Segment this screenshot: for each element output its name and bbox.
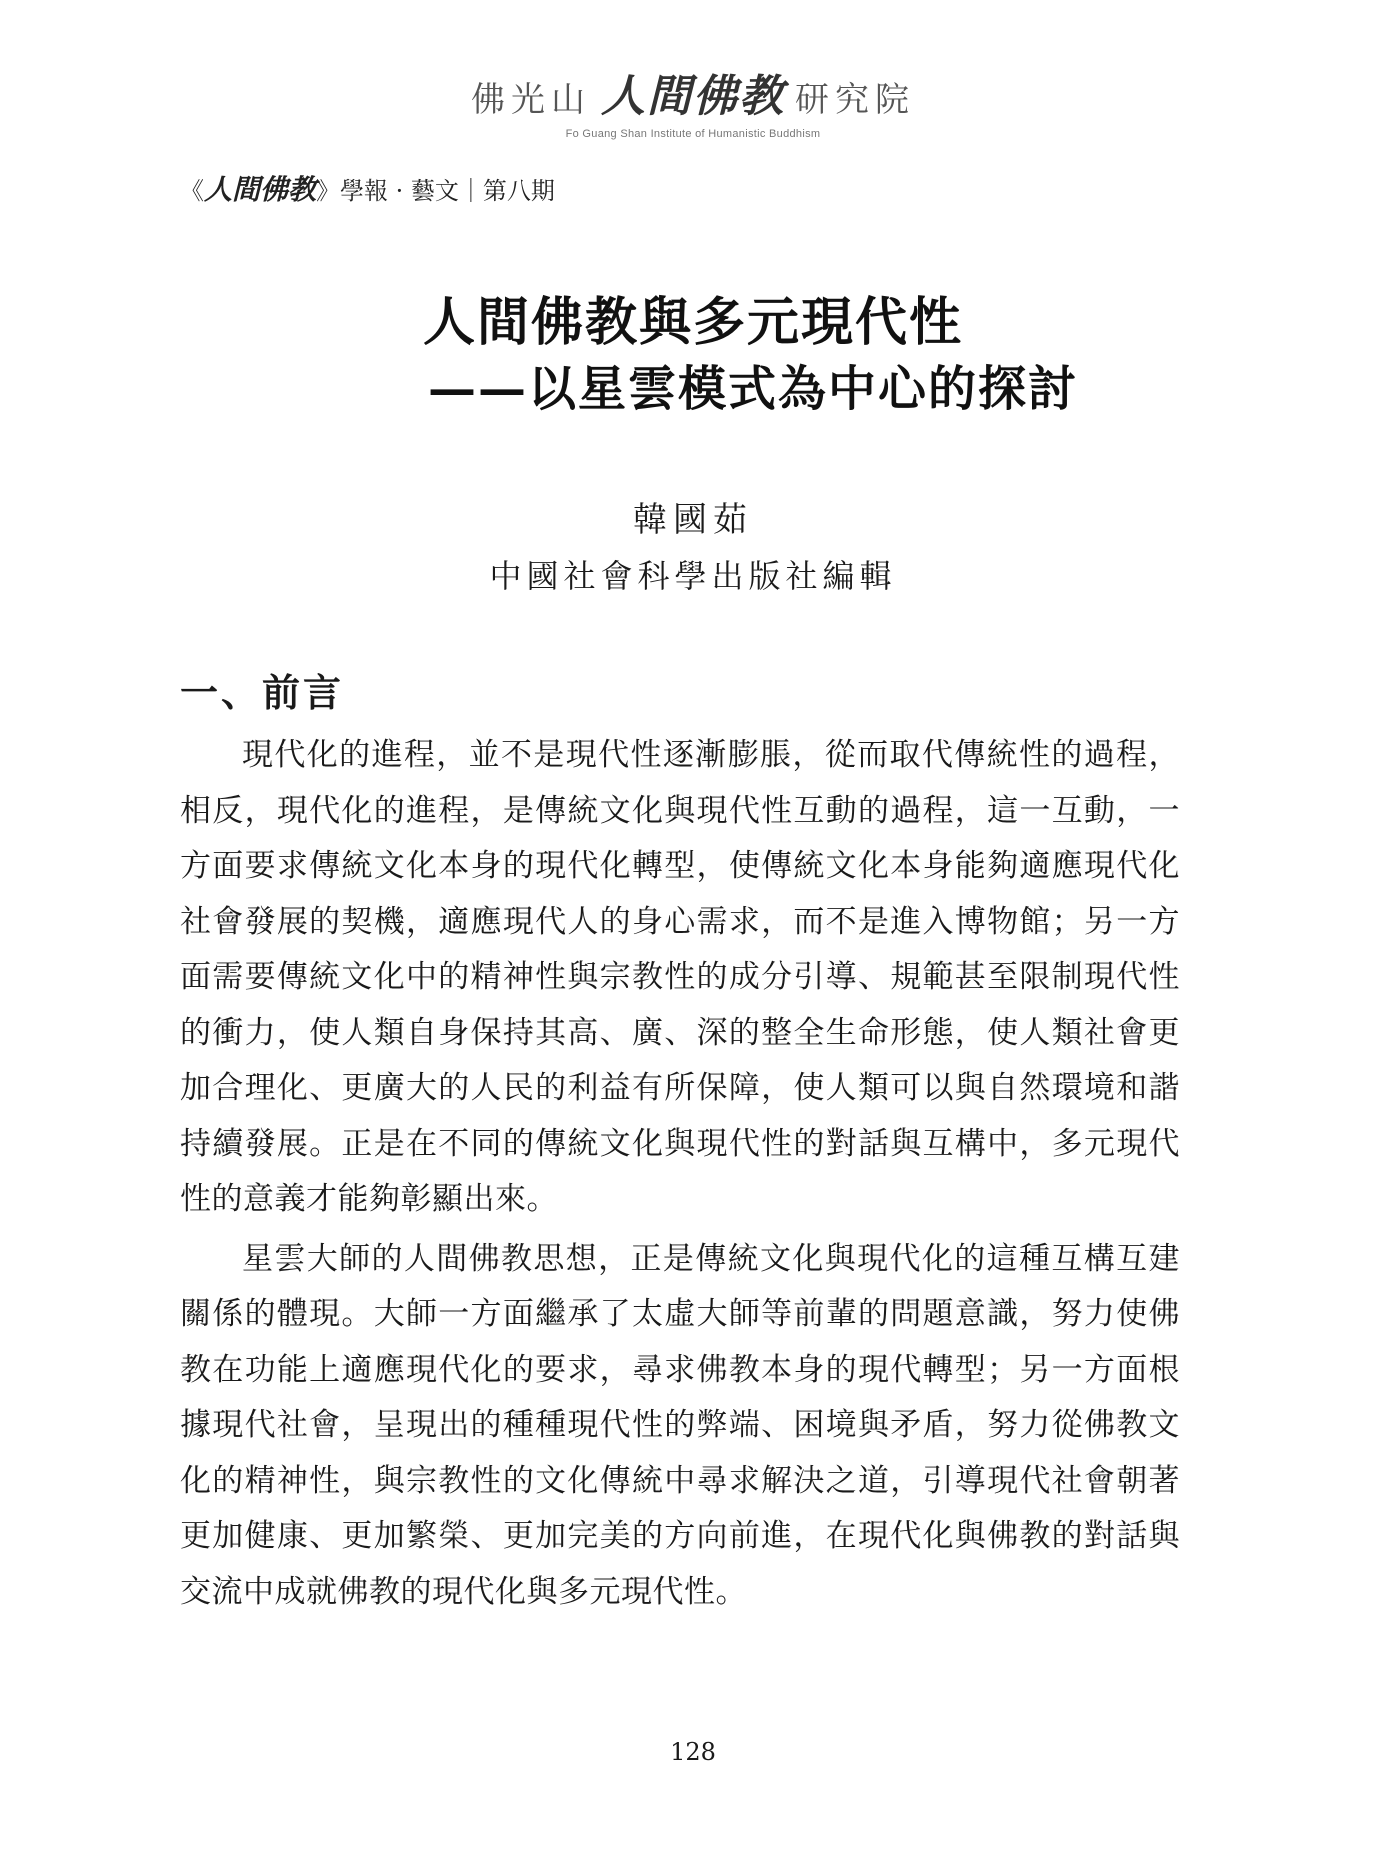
author-affiliation: 中國社會科學出版社編輯 xyxy=(489,557,897,595)
article-title: 人間佛教與多元現代性 xyxy=(422,292,963,353)
page-number: 128 xyxy=(670,1738,716,1766)
article-subtitle: ——以星雲模式為中心的探討 xyxy=(427,361,1078,417)
institute-prefix: 佛光山 xyxy=(471,80,591,120)
article-title-block xyxy=(0,290,1386,422)
section-heading: 一、前言 xyxy=(180,670,345,715)
paragraph: 星雲大師的人間佛教思想，正是傳統文化與現代化的這種互構互建關係的體現。大師一方面繼承了太虛大師等前輩的問題意識，努力使佛教在功能上適應現代化的要求，尋求佛教本身的現代轉型；另一方面根據現代社會，呈現出的種種現代性的弊端、困境與矛盾，努力從佛教文化的精神性，與宗教性的文化傳統中尋求解決之道，引導現代社會朝著更加健康、更加繁榮、更加完美的方向前進，在現代化與佛教的對話與交流中成就佛教的現代化與多元現代性。 xyxy=(180,1240,1180,1610)
institute-header xyxy=(0,60,1386,140)
institute-english-name: Fo Guang Shan Institute of Humanistic Buddhism xyxy=(565,128,821,140)
institute-logo-calligraphy: 人間佛教 xyxy=(601,71,785,122)
journal-close-bracket: 》 xyxy=(316,176,341,205)
journal-logo-calligraphy: 人間佛教 xyxy=(204,173,317,206)
journal-running-head xyxy=(180,168,555,208)
journal-issue: 學報 · 藝文｜第八期 xyxy=(340,176,555,205)
journal-open-bracket: 《 xyxy=(180,176,204,205)
paragraph: 現代化的進程，並不是現代性逐漸膨脹，從而取代傳統性的過程，相反，現代化的進程，是傳統文化與現代性互動的過程，這一互動，一方面要求傳統文化本身的現代化轉型，使傳統文化本身能夠適應現代化社會發展的契機，適應現代人的身心需求，而不是進入博物館；另一方面需要傳統文化中的精神性與宗教性的成分引導、規範甚至限制現代性的衝力，使人類自身保持其高、廣、深的整全生命形態，使人類社會更加合理化、更廣大的人民的利益有所保障，使人類可以與自然環境和諧持續發展。正是在不同的傳統文化與現代性的對話與互構中，多元現代性的意義才能夠彰顯出來。 xyxy=(180,737,1180,1217)
institute-suffix: 研究院 xyxy=(795,80,915,120)
author-name: 韓國茹 xyxy=(633,500,753,540)
body-text xyxy=(180,728,1180,1624)
institute-title xyxy=(471,60,915,124)
author-block xyxy=(0,492,1386,604)
